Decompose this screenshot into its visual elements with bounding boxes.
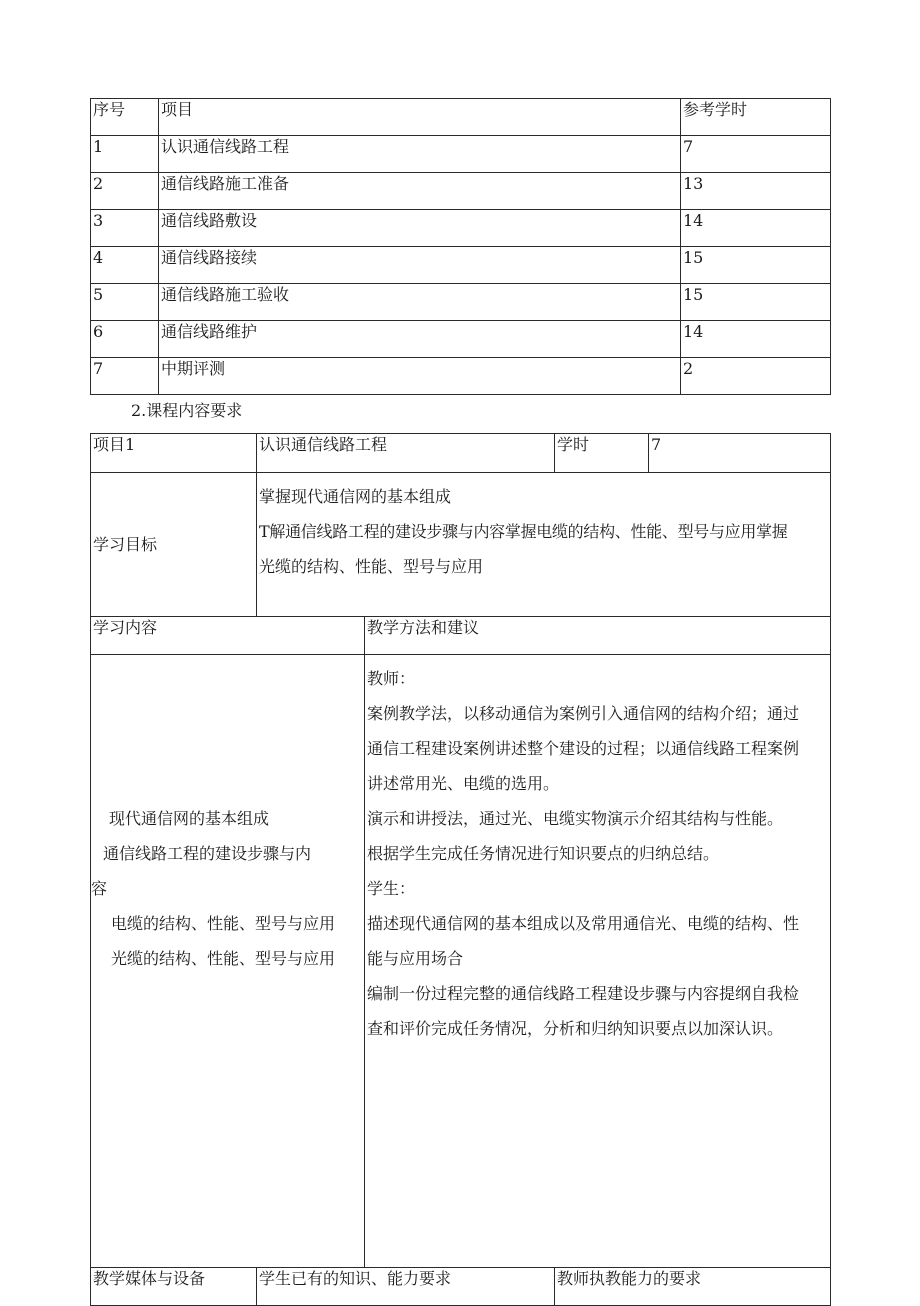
method-line: 查和评价完成任务情况，分析和归纳知识要点以加深认识。: [367, 1019, 784, 1038]
table-row: [91, 210, 831, 247]
row-index: 7: [91, 358, 159, 395]
hours-value: 7: [649, 434, 831, 473]
method-line: 讲述常用光、电缆的选用。: [367, 774, 560, 793]
goal-line: 掌握现代通信网的基本组成: [259, 487, 452, 506]
row-project: 通信线路接续: [159, 247, 681, 284]
student-req-label: 学生已有的知识、能力要求: [257, 1268, 555, 1306]
row-hours: 13: [681, 173, 831, 210]
content-line: 电缆的结构、性能、型号与应用: [111, 914, 336, 933]
project-table: [90, 433, 831, 1306]
method-line: 通信工程建设案例讲述整个建设的过程；以通信线路工程案例: [367, 739, 800, 758]
teacher-req-label: 教师执教能力的要求: [555, 1268, 831, 1306]
method-line: 能与应用场合: [367, 949, 464, 968]
content-row: [91, 655, 831, 1268]
table-row: [91, 358, 831, 395]
table-row: [91, 247, 831, 284]
table-header-row: [91, 99, 831, 136]
method-line: 描述现代通信网的基本组成以及常用通信光、电缆的结构、性: [367, 914, 800, 933]
project-name: 认识通信线路工程: [257, 434, 555, 473]
method-line: 案例教学法，以移动通信为案例引入通信网的结构介绍；通过: [367, 704, 800, 723]
content-list: [91, 655, 365, 1268]
section-title: 2.课程内容要求: [131, 401, 243, 420]
content-line: 容: [91, 879, 108, 898]
table-row: [91, 284, 831, 321]
method-content: [365, 655, 831, 1268]
header-hours: 参考学时: [681, 99, 831, 136]
row-index: 2: [91, 173, 159, 210]
row-project: 通信线路施工验收: [159, 284, 681, 321]
content-line: 光缆的结构、性能、型号与应用: [111, 949, 336, 968]
method-label: 教学方法和建议: [365, 617, 831, 655]
method-line: 演示和讲授法，通过光、电缆实物演示介绍其结构与性能。: [367, 809, 784, 828]
method-line: 教师：: [367, 669, 416, 688]
row-project: 认识通信线路工程: [159, 136, 681, 173]
row-hours: 15: [681, 284, 831, 321]
goal-line: T解通信线路工程的建设步骤与内容掌握电缆的结构、性能、型号与应用掌握: [259, 522, 788, 541]
goal-line: 光缆的结构、性能、型号与应用: [259, 557, 484, 576]
project-label: 项目1: [91, 434, 257, 473]
method-line: 学生：: [367, 879, 416, 898]
hours-table: [90, 98, 831, 395]
row-project: 通信线路施工准备: [159, 173, 681, 210]
table-row: [91, 321, 831, 358]
row-hours: 14: [681, 210, 831, 247]
method-line: 编制一份过程完整的通信线路工程建设步骤与内容提纲自我检: [367, 984, 800, 1003]
content-line: 通信线路工程的建设步骤与内: [103, 844, 312, 863]
row-index: 6: [91, 321, 159, 358]
goals-content: [257, 473, 831, 617]
row-hours: 2: [681, 358, 831, 395]
row-index: 3: [91, 210, 159, 247]
row-hours: 7: [681, 136, 831, 173]
media-row: [91, 1268, 831, 1306]
table-row: [91, 136, 831, 173]
row-index: 1: [91, 136, 159, 173]
row-project: 通信线路敷设: [159, 210, 681, 247]
content-label: 学习内容: [91, 617, 365, 655]
goals-row: [91, 473, 831, 617]
row-project: 通信线路维护: [159, 321, 681, 358]
table-row: [91, 173, 831, 210]
hours-label: 学时: [555, 434, 649, 473]
row-project: 中期评测: [159, 358, 681, 395]
method-line: 根据学生完成任务情况进行知识要点的归纳总结。: [367, 844, 720, 863]
media-label: 教学媒体与设备: [91, 1268, 257, 1306]
content-header-row: [91, 617, 831, 655]
row-index: 4: [91, 247, 159, 284]
header-index: 序号: [91, 99, 159, 136]
project-header-row: [91, 434, 831, 473]
row-hours: 15: [681, 247, 831, 284]
header-project: 项目: [159, 99, 681, 136]
content-line: 现代通信网的基本组成: [109, 809, 270, 828]
row-hours: 14: [681, 321, 831, 358]
goals-label: 学习目标: [91, 473, 257, 617]
row-index: 5: [91, 284, 159, 321]
